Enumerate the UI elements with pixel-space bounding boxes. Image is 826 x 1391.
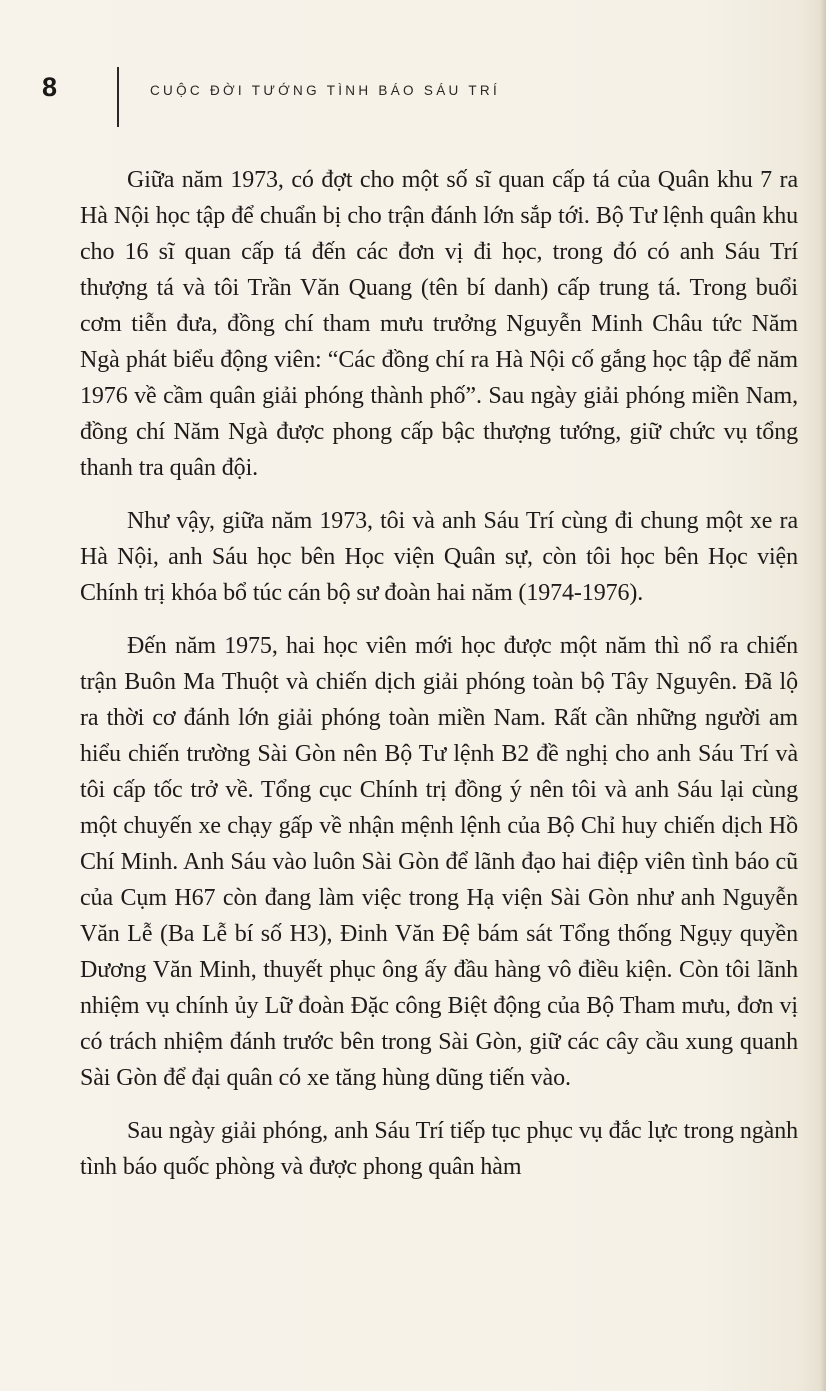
header-divider: [117, 67, 119, 127]
page-number: 8: [42, 72, 58, 102]
paragraph-4: Sau ngày giải phóng, anh Sáu Trí tiếp tục phục vụ đắc lực trong ngành tình báo quốc phòng và được phong quân hàm: [80, 1118, 798, 1180]
paragraph-2: Như vậy, giữa năm 1973, tôi và anh Sáu Trí cùng đi chung một xe ra Hà Nội, anh Sáu học bên Học viện Quân sự, còn tôi học bên Học viện Chính trị khóa bổ túc cán bộ sư đoàn hai năm (1974-1976).: [80, 508, 798, 606]
page-edge-shadow: [820, 0, 826, 1391]
paragraph-1: Giữa năm 1973, có đợt cho một số sĩ quan cấp tá của Quân khu 7 ra Hà Nội học tập để chuẩn bị cho trận đánh lớn sắp tới. Bộ Tư lệnh quân khu cho 16 sĩ quan cấp tá đến các đơn vị đi học, trong đó có anh Sáu Trí thượng tá và tôi Trần Văn Quang (tên bí danh) cấp trung tá. Trong buổi cơm tiễn đưa, đồng chí tham mưu trưởng Nguyễn Minh Châu tức Năm Ngà phát biểu động viên: “Các đồng chí ra Hà Nội cố gắng học tập để năm 1976 về cầm quân giải phóng thành phố”. Sau ngày giải phóng miền Nam, đồng chí Năm Ngà được phong cấp bậc thượng tướng, giữ chức vụ tổng thanh tra quân đội.: [80, 167, 798, 481]
running-title: CUỘC ĐỜI TƯỚNG TÌNH BÁO SÁU TRÍ: [150, 83, 501, 98]
paragraph-3: Đến năm 1975, hai học viên mới học được một năm thì nổ ra chiến trận Buôn Ma Thuột và chiến dịch giải phóng toàn bộ Tây Nguyên. Đã lộ ra thời cơ đánh lớn giải phóng toàn miền Nam. Rất cần những người am hiểu chiến trường Sài Gòn nên Bộ Tư lệnh B2 đề nghị cho anh Sáu Trí và tôi cấp tốc trở về. Tổng cục Chính trị đồng ý nên tôi và anh Sáu lại cùng một chuyến xe chạy gấp về nhận mệnh lệnh của Bộ Chỉ huy chiến dịch Hồ Chí Minh. Anh Sáu vào luôn Sài Gòn để lãnh đạo hai điệp viên tình báo cũ của Cụm H67 còn đang làm việc trong Hạ viện Sài Gòn như anh Nguyễn Văn Lễ (Ba Lễ bí số H3), Đinh Văn Đệ bám sát Tổng thống Ngụy quyền Dương Văn Minh, thuyết phục ông ấy đầu hàng vô điều kiện. Còn tôi lãnh nhiệm vụ chính ủy Lữ đoàn Đặc công Biệt động của Bộ Tham mưu, đơn vị có trách nhiệm đánh trước bên trong Sài Gòn, giữ các cây cầu xung quanh Sài Gòn để đại quân có xe tăng hùng dũng tiến vào.: [80, 633, 798, 1091]
page-header: [0, 0, 826, 140]
body-text: [80, 162, 798, 1185]
